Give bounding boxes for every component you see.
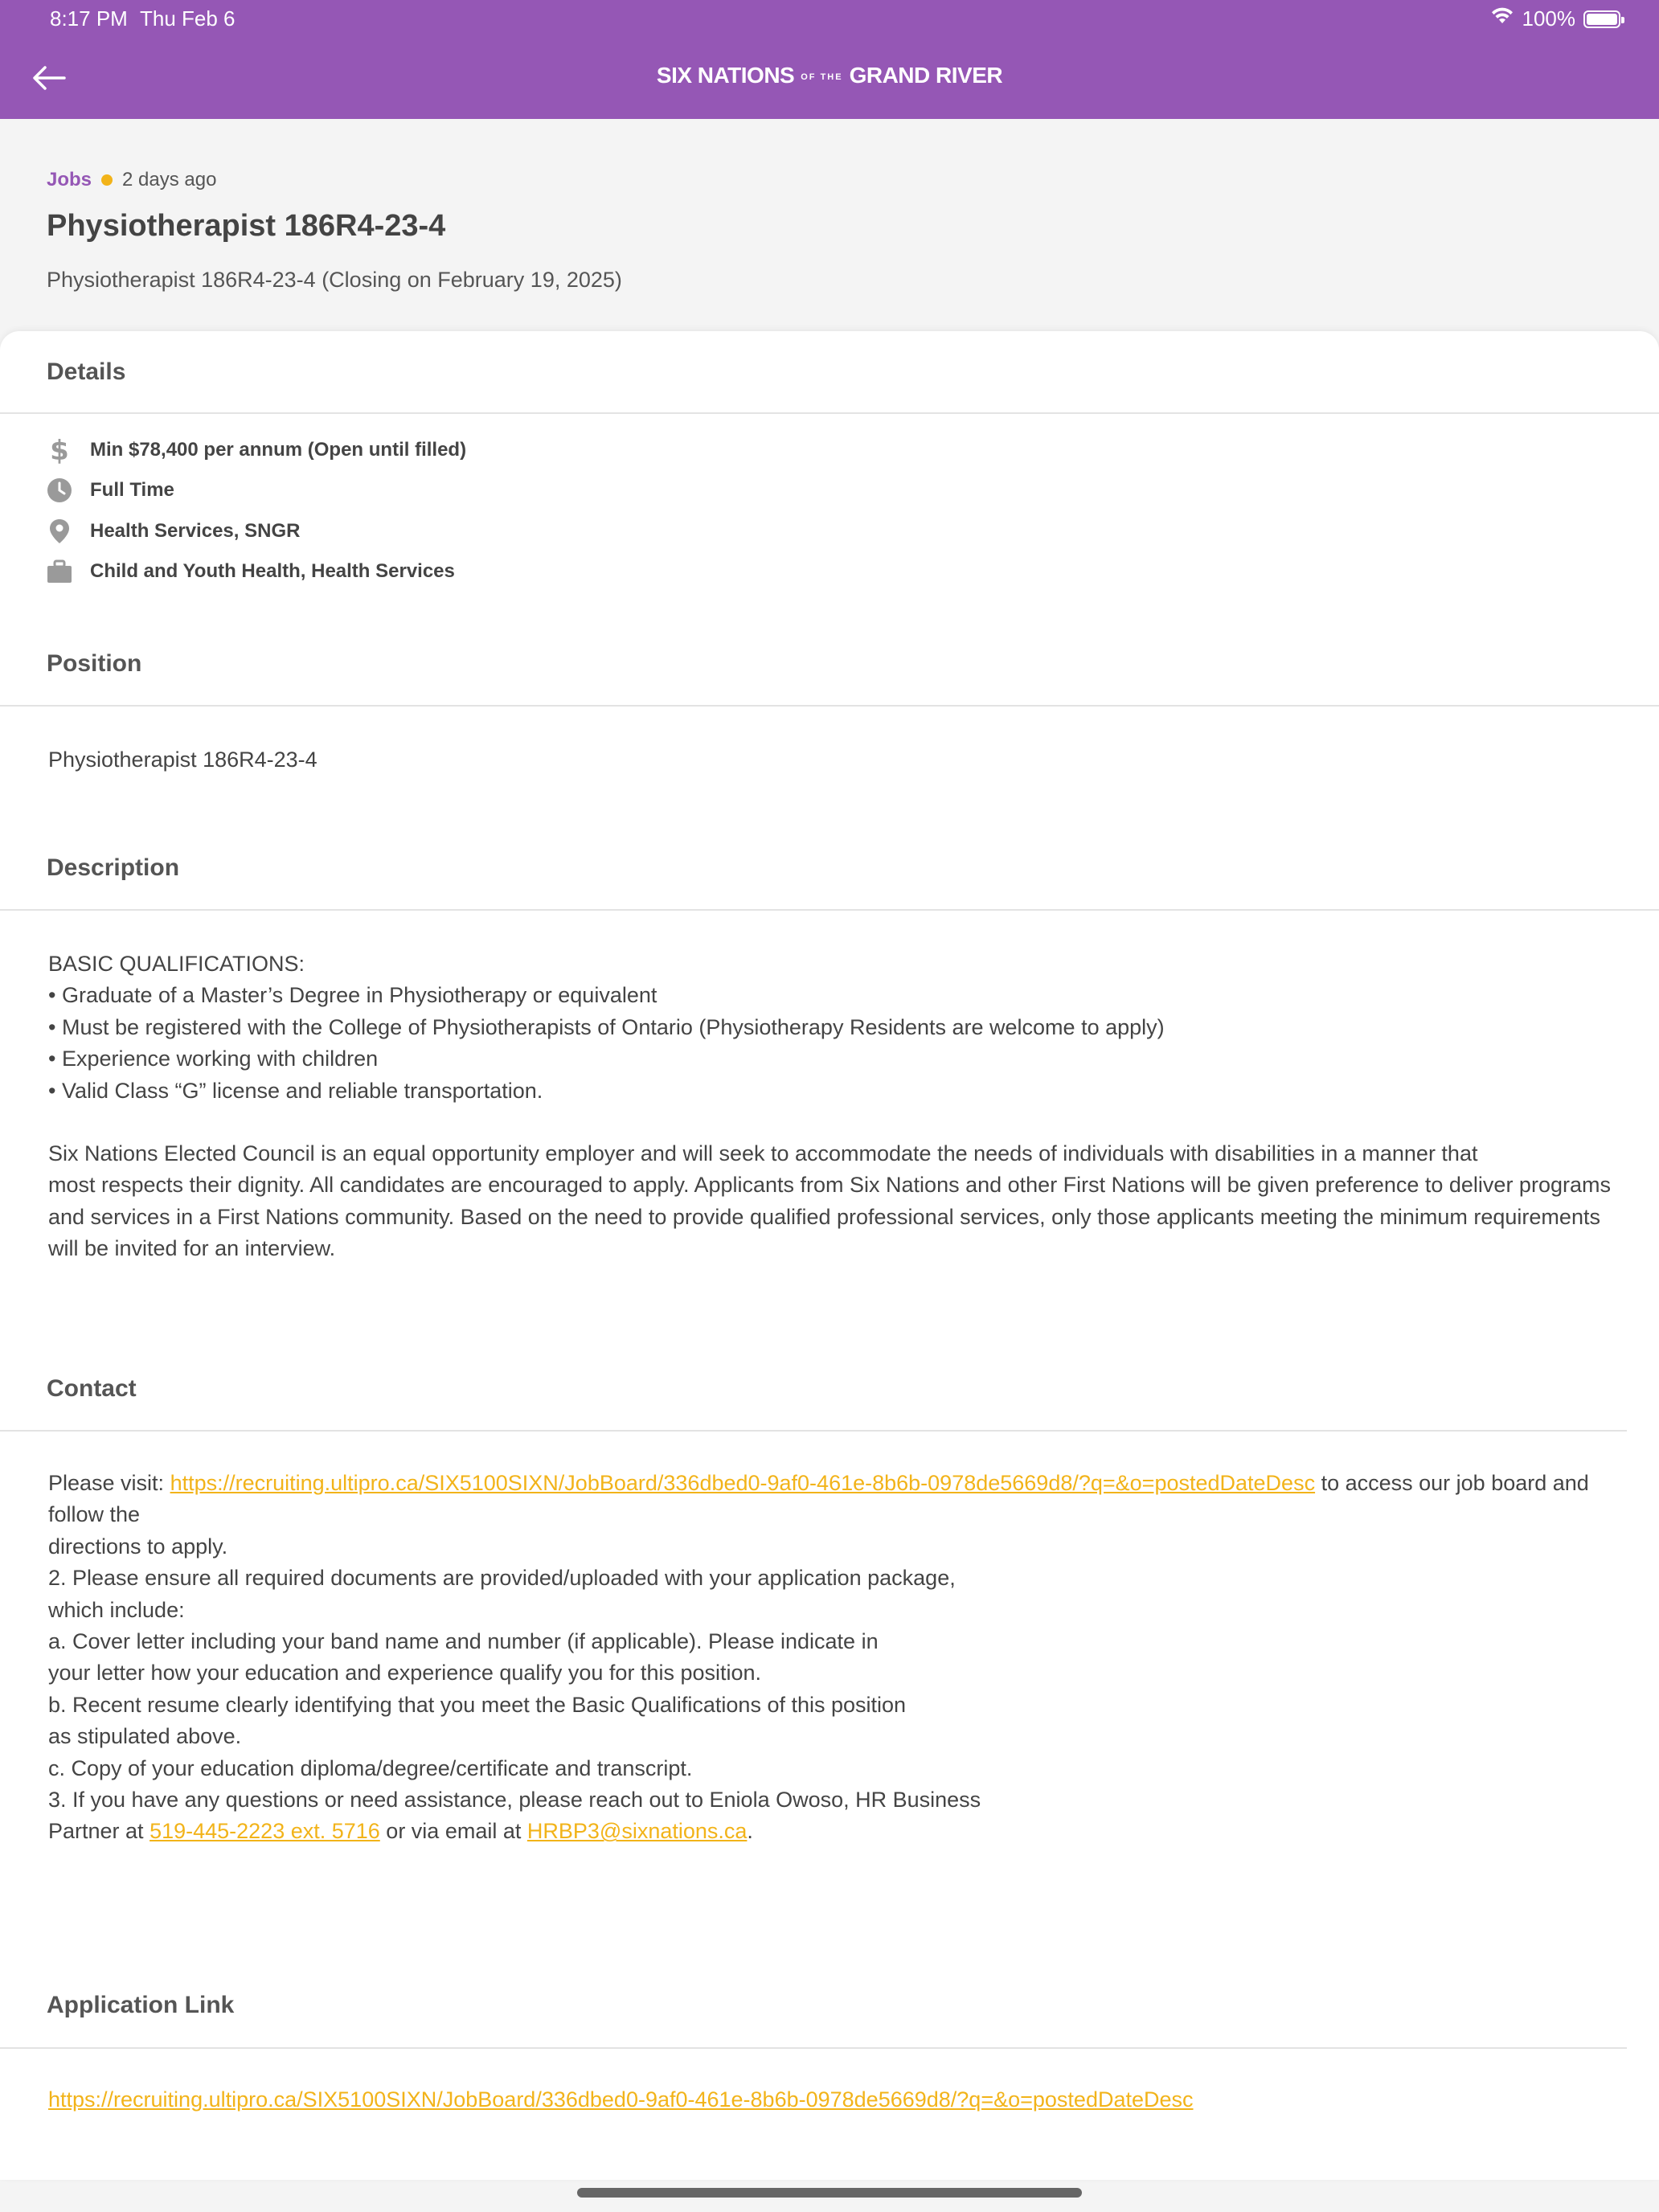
briefcase-icon xyxy=(47,559,72,584)
wifi-icon xyxy=(1490,6,1514,31)
contact-instructions: to access our job board and follow the directions to apply. 2. Please ensure all required documents are provided/uploaded with your application package, which include: a. Cover letter including your band name and number (if applicable). Please indicate in your letter how your education and experience qualify you for this position. b. Recent resume clearly identifying that you meet the Basic Qualifications of this position as stipulated above. c. Copy of your education diploma/degree/certificate and transcript. 3. If you have any questions or need assistance, please reach out to Eniola Owoso, HR Business Partner at xyxy=(48,1471,1589,1844)
detail-department xyxy=(47,557,455,586)
application-divider xyxy=(0,2047,1627,2049)
detail-location-text: Health Services, SNGR xyxy=(90,520,301,542)
location-pin-icon xyxy=(47,518,72,544)
page-title: Physiotherapist 186R4-23-4 xyxy=(47,209,446,243)
status-right xyxy=(1490,6,1621,31)
app-header xyxy=(0,39,1659,119)
brand-right: GRAND RIVER xyxy=(849,63,1003,88)
battery-percent: 100% xyxy=(1522,6,1575,31)
job-subtitle: Physiotherapist 186R4-23-4 (Closing on February 19, 2025) xyxy=(47,268,622,292)
application-link-row xyxy=(48,2084,1194,2116)
position-heading: Position xyxy=(47,650,142,677)
contact-visit-prefix: Please visit: xyxy=(48,1471,170,1495)
position-divider xyxy=(0,705,1659,707)
description-qualifications: BASIC QUALIFICATIONS: • Graduate of a Master’s Degree in Physiotherapy or equivalent • Must be registered with the College of Physiotherapists of Ontario (Physiotherapy Residents are welcome to apply) • Experience working with children • Valid Class “G” license and reliable transportation. xyxy=(48,952,1165,1103)
battery-icon xyxy=(1583,10,1620,28)
status-date: Thu Feb 6 xyxy=(140,6,236,31)
detail-department-text: Child and Youth Health, Health Services xyxy=(90,560,455,582)
job-meta xyxy=(47,169,1614,191)
contact-email-suffix: . xyxy=(747,1819,753,1844)
detail-location xyxy=(47,517,300,546)
position-text: Physiotherapist 186R4-23-4 xyxy=(48,748,317,772)
home-indicator xyxy=(577,2188,1082,2198)
category-link[interactable]: Jobs xyxy=(47,169,92,190)
application-link[interactable]: https://recruiting.ultipro.ca/SIX5100SIXN/JobBoard/336dbed0-9af0-461e-8b6b-0978de5669d8/?q=&o=postedDateDesc xyxy=(48,2087,1194,2112)
description-divider xyxy=(0,909,1659,911)
contact-heading: Contact xyxy=(47,1375,137,1402)
back-arrow-icon xyxy=(29,89,72,103)
posted-time: 2 days ago xyxy=(122,169,217,190)
email-link[interactable]: HRBP3@sixnations.ca xyxy=(526,1819,748,1844)
brand-left: SIX NATIONS xyxy=(656,63,795,88)
description-equal-opportunity: Six Nations Elected Council is an equal opportunity employer and will seek to accommodate the needs of individuals with disabilities in a manner that most respects their dignity. All candidates are encouraged to apply. Applicants from Six Nations and other First Nations will be given preference to deliver programs and services in a First Nations community. Based on the need to provide qualified professional services, only those applicants meeting the minimum requirements will be invited for an interview. xyxy=(48,1141,1611,1261)
separator-dot xyxy=(101,174,113,186)
description-heading: Description xyxy=(47,854,180,881)
application-heading: Application Link xyxy=(47,1992,235,2018)
clock-icon xyxy=(47,477,72,503)
detail-salary-text: Min $78,400 per annum (Open until filled) xyxy=(90,439,467,461)
status-bar xyxy=(0,0,1659,39)
status-time: 8:17 PM xyxy=(50,6,128,31)
dollar-icon xyxy=(47,437,72,463)
contact-email-prefix: or via email at xyxy=(379,1819,527,1844)
job-summary xyxy=(47,169,1614,293)
detail-salary xyxy=(47,436,466,465)
svg-text:$: $ xyxy=(50,436,69,464)
job-details-card xyxy=(0,331,1659,2180)
brand-logo xyxy=(0,63,1659,88)
detail-type xyxy=(47,476,174,505)
job-board-link[interactable]: https://recruiting.ultipro.ca/SIX5100SIXN/JobBoard/336dbed0-9af0-461e-8b6b-0978de5669d8/?q=&o=postedDateDesc xyxy=(170,1471,1316,1495)
contact-text xyxy=(48,1468,1624,1848)
contact-divider xyxy=(0,1430,1627,1432)
details-heading: Details xyxy=(47,358,126,385)
details-divider xyxy=(0,412,1659,414)
phone-link[interactable]: 519-445-2223 ext. 5716 xyxy=(150,1819,380,1844)
brand-middle: OF THE xyxy=(801,72,843,82)
detail-type-text: Full Time xyxy=(90,479,174,501)
